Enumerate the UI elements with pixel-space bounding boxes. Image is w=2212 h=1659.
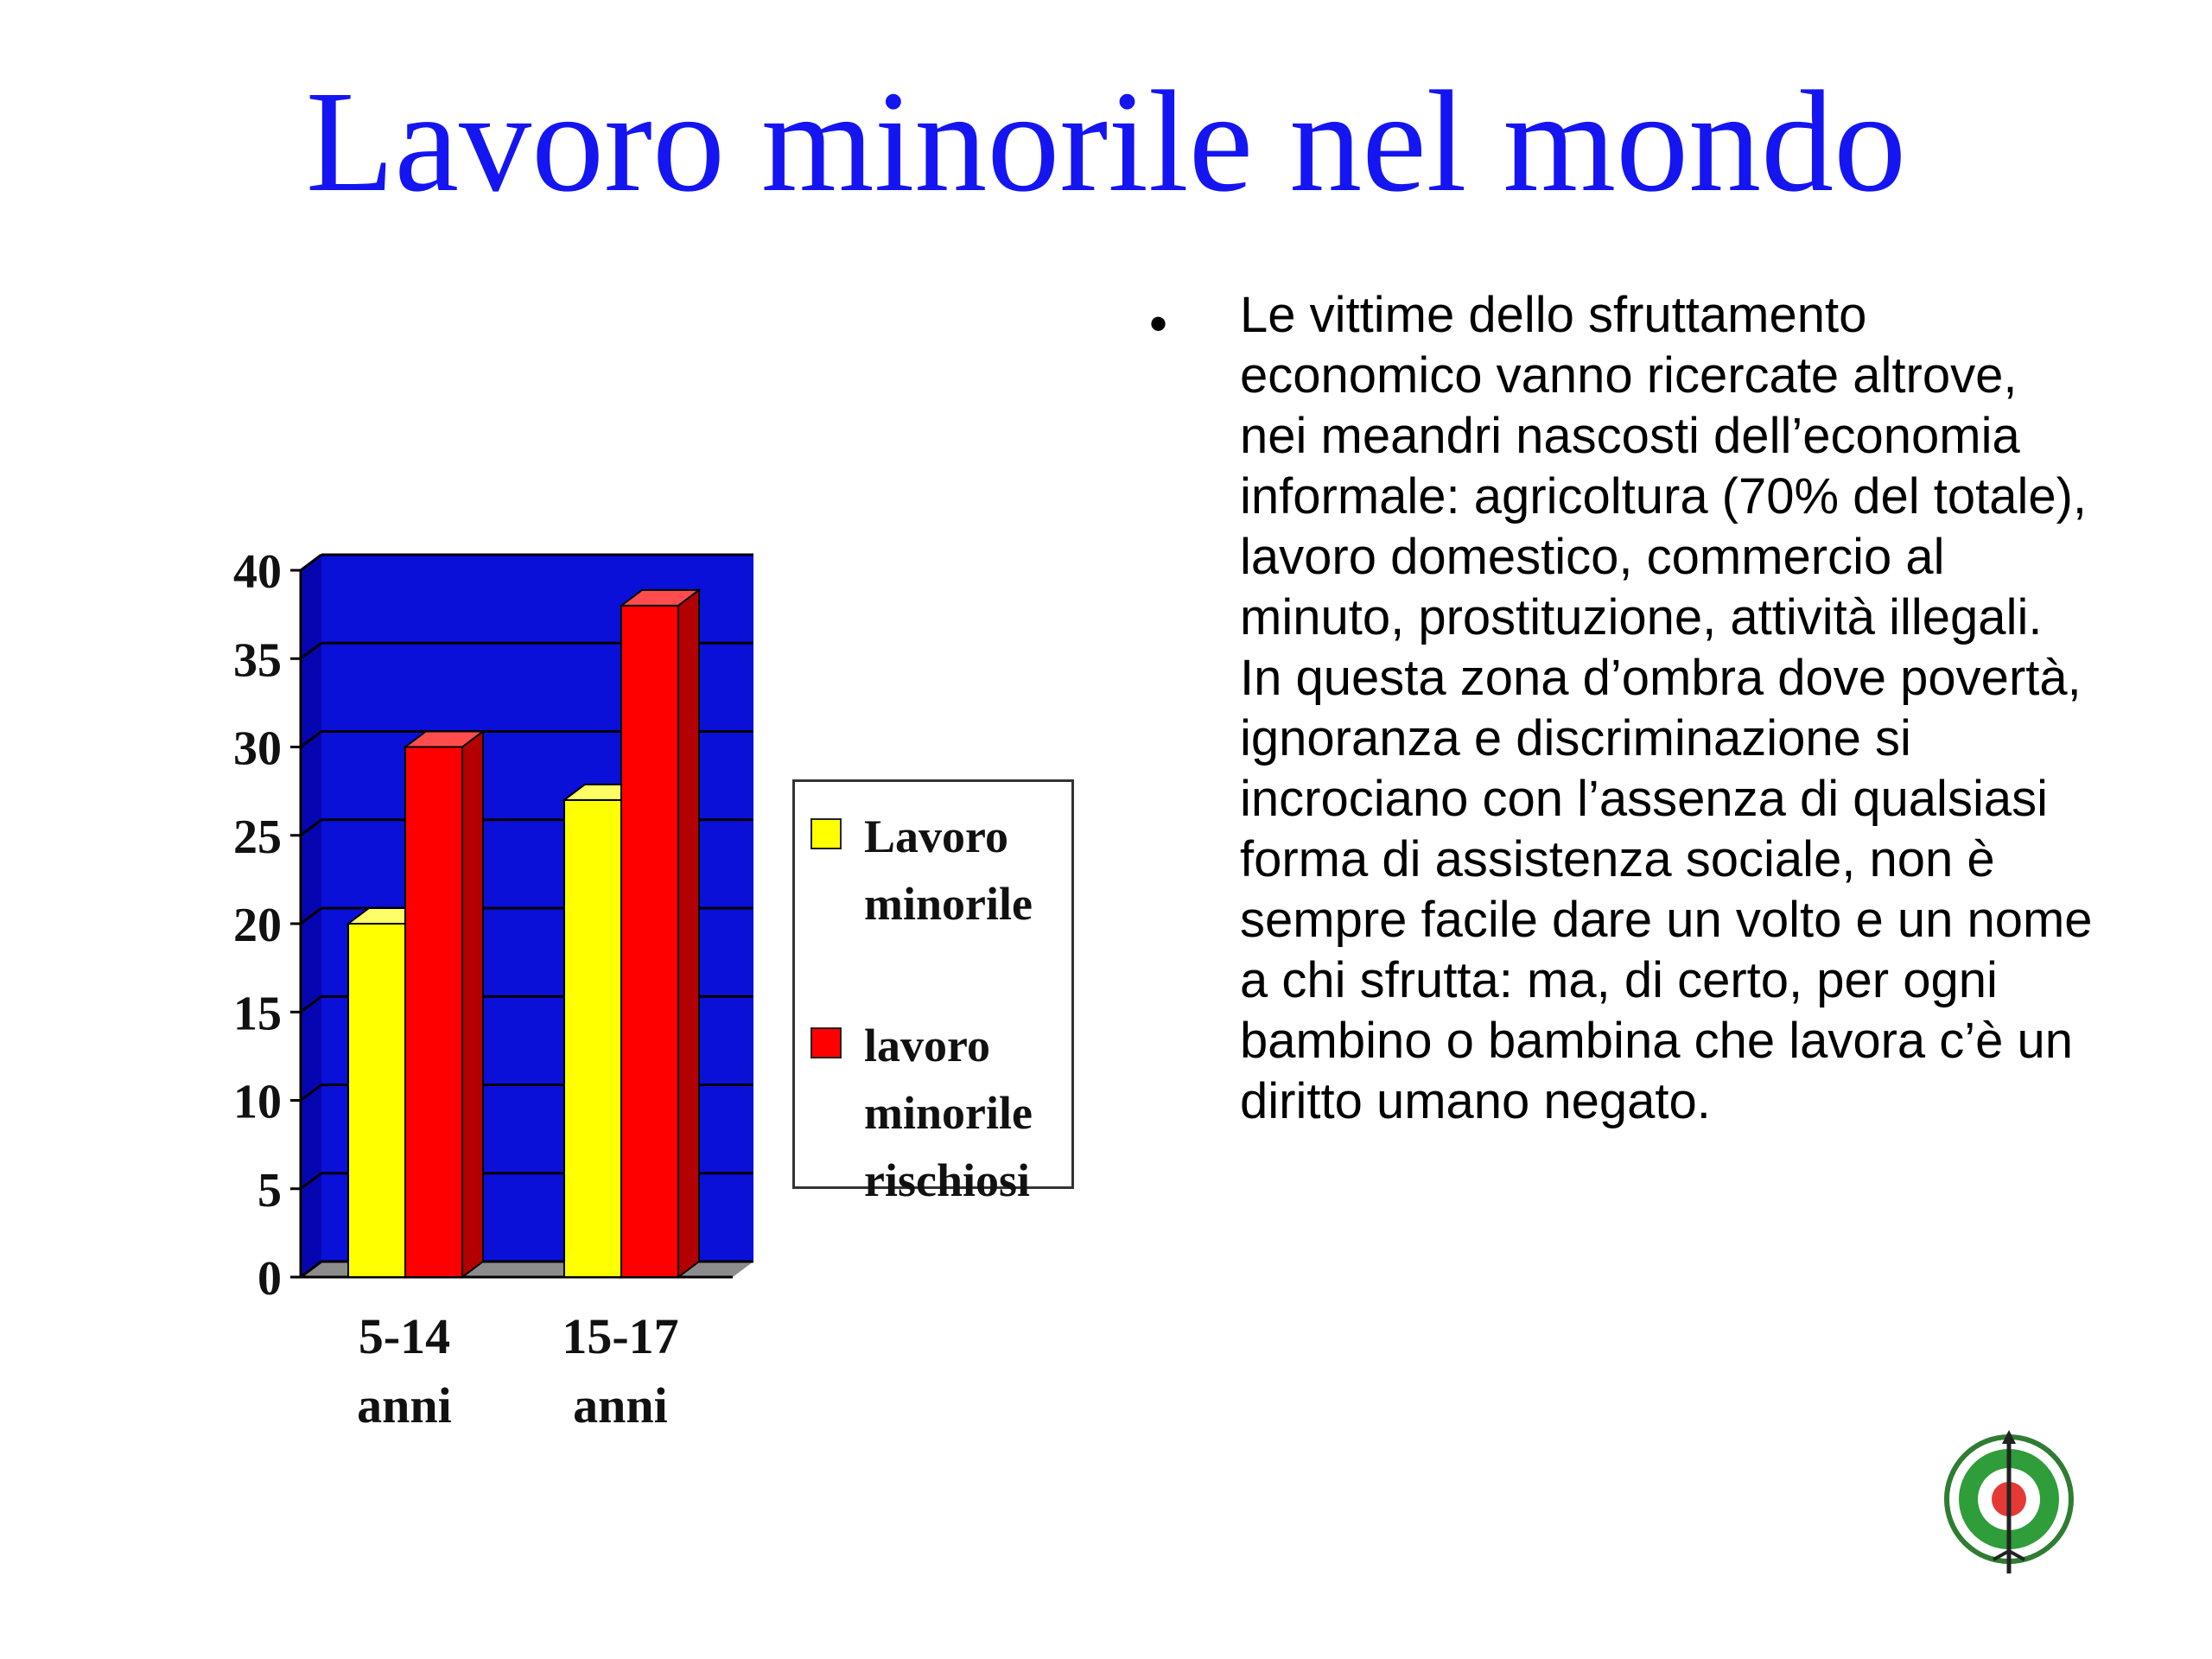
y-tick-label: 15 [233, 987, 282, 1041]
bar-lavoro-minorile [348, 924, 405, 1277]
legend-label: Lavoro minorile [864, 810, 1033, 930]
bar-side [462, 732, 483, 1278]
bullet-paragraph: Le vittime dello sfruttamento economico vanno ricercate altrove, nei meandri nascosti dell’economia informale: agricoltura (70% del totale), lavoro domestico, commercio al minuto, prostituzione, attività illegali. In questa zona d’ombra dove povertà, ignoranza e discriminazione si incrociano con l’assenza di qualsiasi forma di assistenza sociale, non è sempre facile dare un volto e un nome a chi sfrutta: ma, di certo, per ogni bambino o bambina che lavora c’è un diritto umano negato. [1240, 287, 2093, 1129]
legend-label: lavoro minorile rischiosi [864, 1020, 1033, 1206]
y-tick-label: 30 [233, 721, 282, 776]
slide-title: Lavoro minorile nel mondo [305, 61, 1907, 222]
bar-chart [0, 0, 1123, 1555]
chart-legend [792, 779, 1074, 1206]
bar-lavoro-minorile [564, 800, 621, 1277]
bar-side [678, 590, 699, 1277]
y-tick-label: 5 [257, 1163, 282, 1217]
y-tick-label: 10 [233, 1075, 282, 1129]
y-tick-label: 40 [233, 545, 282, 599]
organization-logo [1940, 1430, 2078, 1577]
x-tick-label: anni [573, 1377, 668, 1433]
x-tick-label: anni [357, 1377, 452, 1433]
legend-swatch-yellow [810, 818, 842, 849]
legend-swatch-red [810, 1027, 842, 1058]
y-tick-label: 25 [233, 810, 282, 864]
y-tick-label: 20 [233, 899, 282, 952]
y-tick-label: 35 [233, 633, 282, 688]
chart-svg [0, 0, 1123, 1555]
bar-lavoro-minorile-rischiosi [405, 747, 462, 1278]
y-tick-label: 0 [257, 1252, 282, 1306]
x-tick-label: 15-17 [562, 1308, 679, 1364]
x-tick-label: 5-14 [358, 1308, 451, 1364]
bar-lavoro-minorile-rischiosi [621, 606, 678, 1277]
bullet-icon: • [1149, 295, 1168, 353]
